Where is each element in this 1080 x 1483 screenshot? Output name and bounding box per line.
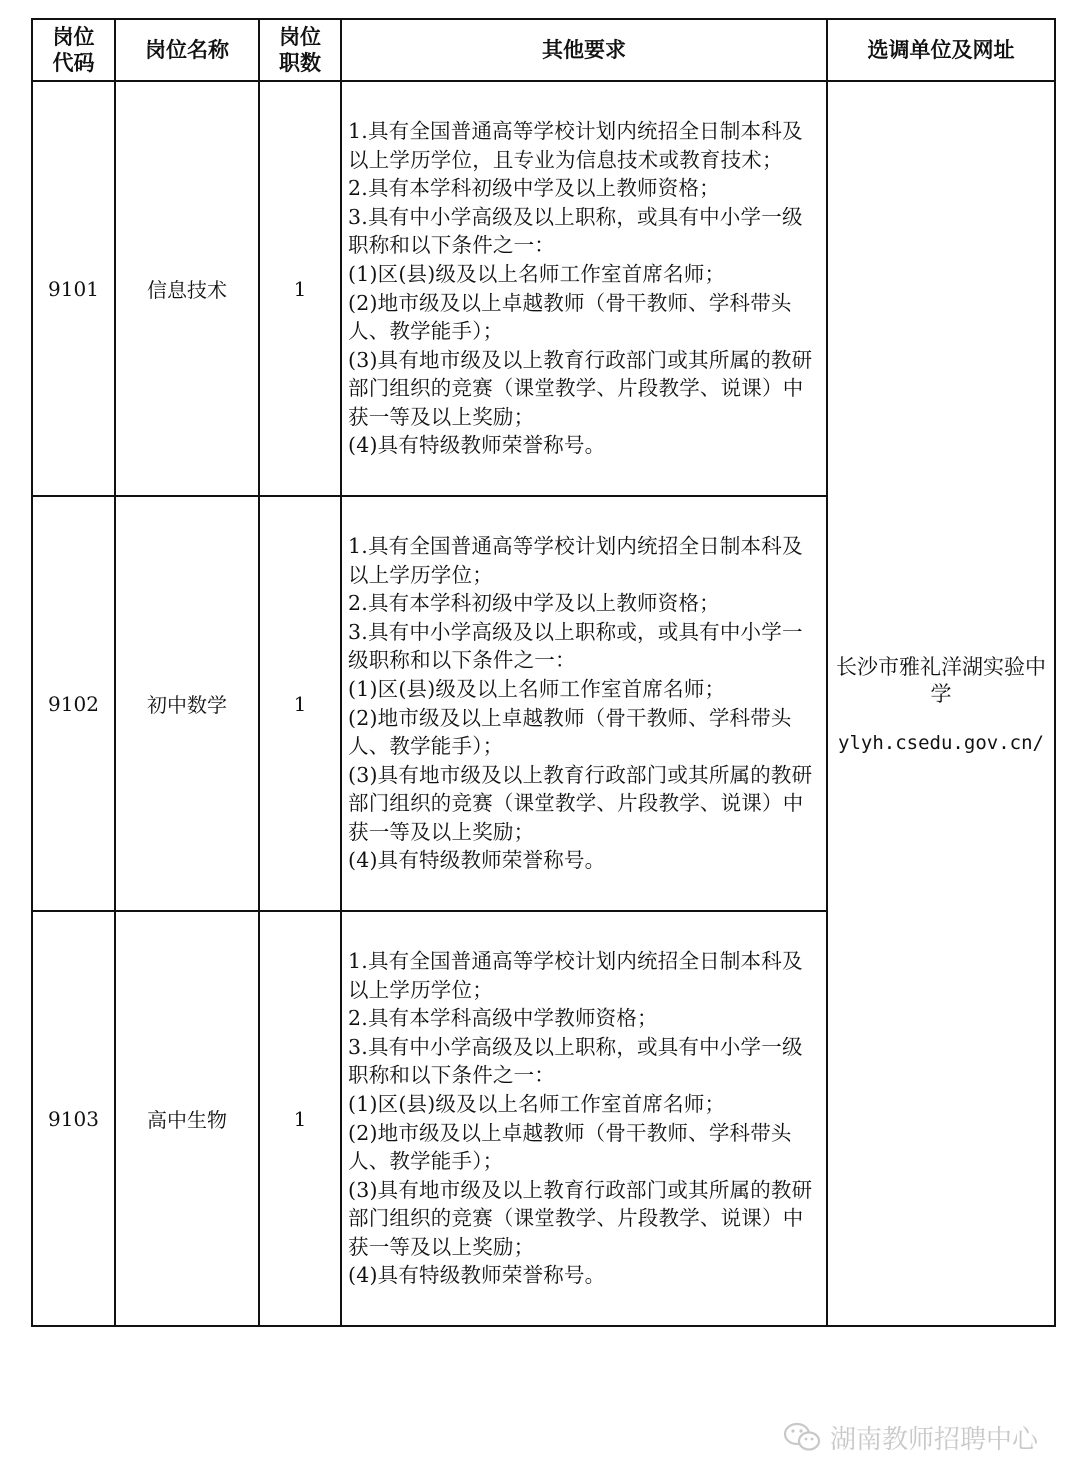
requirement-item: (2)地市级及以上卓越教师（骨干教师、学科带头人、教学能手）； bbox=[348, 290, 792, 344]
position-name: 信息技术 bbox=[115, 81, 259, 496]
positions-table bbox=[31, 18, 1056, 1327]
requirement-item: (2)地市级及以上卓越教师（骨干教师、学科带头人、教学能手）； bbox=[348, 705, 792, 759]
position-code: 9103 bbox=[32, 911, 115, 1326]
requirement-item: 2.具有本学科初级中学及以上教师资格； bbox=[348, 176, 720, 201]
unit-cell bbox=[827, 81, 1055, 1326]
requirement-item: 3.具有中小学高级及以上职称，或具有中小学一级职称和以下条件之一： bbox=[348, 1034, 803, 1088]
requirement-item: (3)具有地市级及以上教育行政部门或其所属的教研部门组织的竞赛（课堂教学、片段教学、说课）中获一等及以上奖励； bbox=[348, 347, 813, 429]
requirement-item: (4)具有特级教师荣誉称号。 bbox=[348, 1263, 606, 1288]
unit-url: ylyh.csedu.gov.cn/ bbox=[838, 731, 1044, 754]
requirement-item: (1)区(县)级及以上名师工作室首席名师； bbox=[348, 1091, 726, 1116]
position-code: 9101 bbox=[32, 81, 115, 496]
requirement-item: 3.具有中小学高级及以上职称或，或具有中小学一级职称和以下条件之一： bbox=[348, 619, 803, 673]
position-count: 1 bbox=[259, 911, 341, 1326]
header-code: 岗位代码 bbox=[32, 19, 115, 81]
header-count: 岗位职数 bbox=[259, 19, 341, 81]
position-name: 初中数学 bbox=[115, 496, 259, 911]
header-row bbox=[32, 19, 1055, 81]
watermark-text: 湖南教师招聘中心 bbox=[830, 1424, 1039, 1455]
requirement-item: (4)具有特级教师荣誉称号。 bbox=[348, 433, 606, 458]
requirement-item: (3)具有地市级及以上教育行政部门或其所属的教研部门组织的竞赛（课堂教学、片段教学、说课）中获一等及以上奖励； bbox=[348, 1177, 813, 1259]
requirement-item: 3.具有中小学高级及以上职称，或具有中小学一级职称和以下条件之一： bbox=[348, 204, 803, 258]
requirements-list bbox=[342, 117, 826, 460]
requirement-item: 1.具有全国普通高等学校计划内统招全日制本科及以上学历学位，且专业为信息技术或教育技术； bbox=[348, 118, 803, 172]
header-unit: 选调单位及网址 bbox=[827, 19, 1055, 81]
requirement-item: 2.具有本学科高级中学教师资格； bbox=[348, 1006, 658, 1031]
position-count: 1 bbox=[259, 81, 341, 496]
requirements-list bbox=[342, 532, 826, 875]
position-name: 高中生物 bbox=[115, 911, 259, 1326]
requirement-item: (1)区(县)级及以上名师工作室首席名师； bbox=[348, 261, 726, 286]
requirement-item: (2)地市级及以上卓越教师（骨干教师、学科带头人、教学能手）； bbox=[348, 1120, 792, 1174]
requirement-item: (1)区(县)级及以上名师工作室首席名师； bbox=[348, 676, 726, 701]
watermark bbox=[782, 1417, 1038, 1457]
header-name: 岗位名称 bbox=[115, 19, 259, 81]
wechat-icon bbox=[782, 1421, 822, 1453]
requirements-list bbox=[342, 947, 826, 1290]
requirement-item: (4)具有特级教师荣誉称号。 bbox=[348, 848, 606, 873]
table-row bbox=[32, 81, 1055, 496]
position-code: 9102 bbox=[32, 496, 115, 911]
requirements-cell bbox=[341, 911, 827, 1326]
position-count: 1 bbox=[259, 496, 341, 911]
requirement-item: (3)具有地市级及以上教育行政部门或其所属的教研部门组织的竞赛（课堂教学、片段教学、说课）中获一等及以上奖励； bbox=[348, 762, 813, 844]
requirements-cell bbox=[341, 496, 827, 911]
header-requirements: 其他要求 bbox=[341, 19, 827, 81]
requirements-cell bbox=[341, 81, 827, 496]
requirement-item: 1.具有全国普通高等学校计划内统招全日制本科及以上学历学位； bbox=[348, 533, 803, 587]
requirement-item: 1.具有全国普通高等学校计划内统招全日制本科及以上学历学位； bbox=[348, 948, 803, 1002]
unit-name: 长沙市雅礼洋湖实验中学 bbox=[836, 654, 1046, 706]
requirement-item: 2.具有本学科初级中学及以上教师资格； bbox=[348, 591, 720, 616]
